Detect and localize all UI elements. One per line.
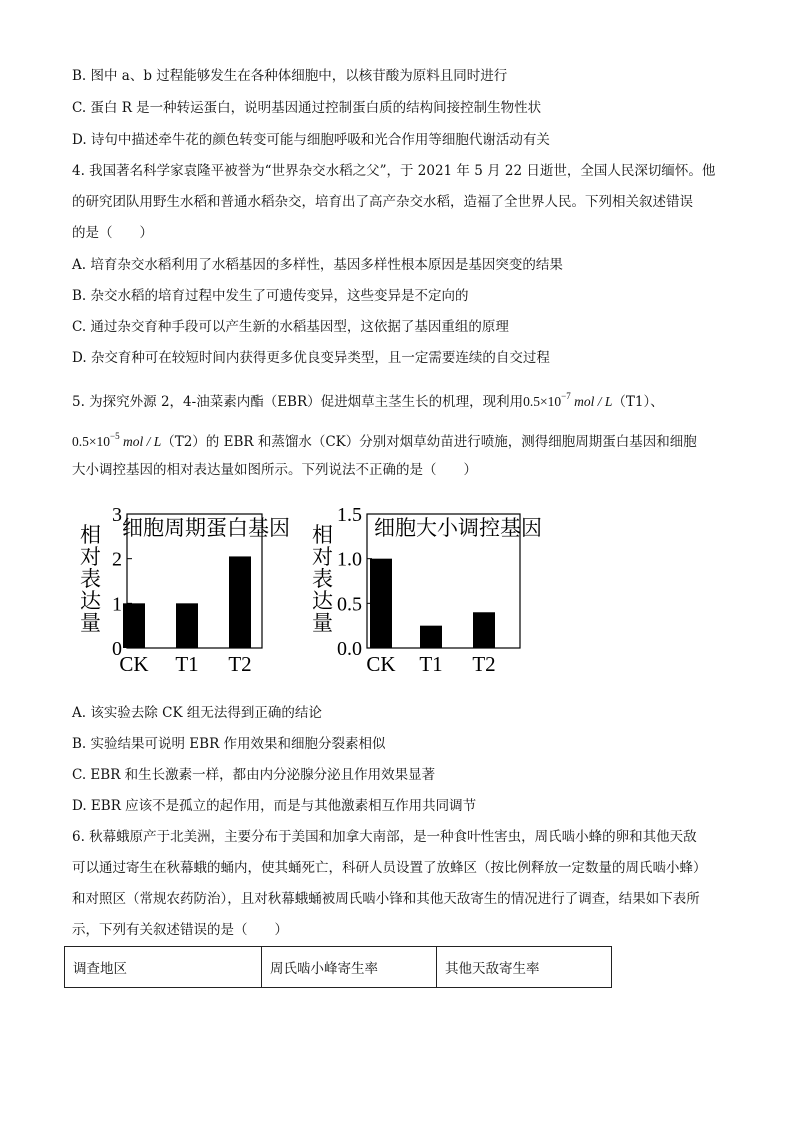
q5-stem-line-1	[72, 386, 664, 412]
chart-title: 细胞大小调控基因	[374, 516, 542, 540]
q5-concentration-2: $0.5\times 10^{-5}$ mol / L	[72, 431, 162, 449]
q5-stem-part-3: （T2）的 EBR 和蒸馏水（CK）分别对烟草幼苗进行喷施，测得细胞周期蛋白基因和细胞	[161, 434, 697, 450]
q5-option-b: B. 实验结果可说明 EBR 作用效果和细胞分裂素相似	[72, 736, 386, 752]
y-tick-label: 0.0	[337, 638, 362, 660]
header-parasitism-rate-other: 其他天敌寄生率	[437, 947, 612, 988]
q4-stem-line-2: 的研究团队用野生水稻和普通水稻杂交，培育出了高产杂交水稻，造福了全世界人民。下列相关叙述错误	[72, 194, 693, 210]
y-tick-label: 1.5	[337, 504, 362, 526]
bar-ck	[370, 559, 392, 648]
bar-t1	[176, 603, 198, 648]
y-tick-label: 1.0	[337, 548, 362, 571]
q4-stem-line-1: 4. 我国著名科学家袁隆平被誉为“世界杂交水稻之父”，于 2021 年 5 月 22 日逝世，全国人民深切缅怀。他	[72, 163, 716, 179]
x-tick-label: T1	[419, 652, 443, 676]
q4-option-b: B. 杂交水稻的培育过程中发生了可遗传变异，这些变异是不定向的	[72, 288, 469, 304]
q5-concentration-1: $0.5\times 10^{-7}$ mol / L	[523, 391, 613, 409]
bar-t1	[420, 626, 442, 648]
q6-stem-line-3: 和对照区（常规农药防治），且对秋幕蛾蛹被周氏啮小锋和其他天敌寄生的情况进行了调查，结果如下表所	[72, 891, 700, 907]
y-axis-label-char: 表	[312, 567, 333, 591]
y-axis-label-char: 表	[80, 567, 101, 591]
q5-stem-part-2: （T1）、	[612, 394, 664, 410]
x-tick-label: T1	[175, 652, 199, 676]
y-axis-label-char: 对	[312, 545, 333, 569]
y-axis-label-char: 对	[80, 545, 101, 569]
bar-t2	[473, 612, 495, 648]
y-axis-label-char: 量	[312, 611, 333, 635]
header-survey-area: 调查地区	[65, 947, 262, 988]
q5-stem-line-3: 大小调控基因的相对表达量如图所示。下列说法不正确的是（ ）	[72, 462, 477, 478]
y-tick-label: 0	[112, 638, 122, 660]
x-tick-label: CK	[366, 652, 396, 676]
q3-option-d: D. 诗句中描述牵牛花的颜色转变可能与细胞呼吸和光合作用等细胞代谢活动有关	[72, 132, 550, 148]
y-axis-label-char: 达	[312, 589, 333, 613]
q6-stem-line-2: 可以通过寄生在秋幕蛾的蛹内，使其蛹死亡，科研人员设置了放蜂区（按比例释放一定数量的周氏啮小蜂）	[72, 860, 707, 876]
x-tick-label: T2	[472, 652, 496, 676]
q5-option-c: C. EBR 和生长激素一样，都由内分泌腺分泌且作用效果显著	[72, 767, 436, 783]
q3-option-b: B. 图中 a、b 过程能够发生在各种体细胞中，以核苷酸为原料且同时进行	[72, 68, 508, 84]
x-tick-label: T2	[228, 652, 252, 676]
bar-ck	[123, 603, 145, 648]
y-axis-label-char: 量	[80, 611, 101, 635]
chart-cell-size-regulation-gene	[312, 504, 542, 676]
q6-stem-line-1: 6. 秋幕蛾原产于北美洲，主要分布于美国和加拿大南部，是一种食叶性害虫，周氏啮小蜂的卵和其他天敌	[72, 829, 697, 845]
x-tick-label: CK	[119, 652, 149, 676]
y-tick-label: 3	[112, 504, 122, 526]
q5-stem-line-2	[72, 426, 697, 452]
q5-option-d: D. EBR 应该不是孤立的起作用，而是与其他激素相互作用共同调节	[72, 798, 477, 814]
chart-cell-cycle-protein-gene	[80, 504, 290, 676]
chart-title: 细胞周期蛋白基因	[122, 516, 290, 540]
y-axis-label-char: 相	[80, 523, 101, 547]
y-axis-label-char: 达	[80, 589, 101, 613]
q3-option-c: C. 蛋白 R 是一种转运蛋白，说明基因通过控制蛋白质的结构间接控制生物性状	[72, 100, 542, 116]
q4-option-c: C. 通过杂交育种手段可以产生新的水稻基因型，这依据了基因重组的原理	[72, 319, 509, 335]
bar-t2	[229, 556, 251, 648]
y-tick-label: 2	[112, 548, 122, 571]
y-tick-label: 0.5	[337, 593, 362, 616]
q4-option-a: A. 培育杂交水稻利用了水稻基因的多样性，基因多样性根本原因是基因突变的结果	[72, 257, 563, 273]
q4-option-d: D. 杂交育种可在较短时间内获得更多优良变异类型，且一定需要连续的自交过程	[72, 350, 550, 366]
header-parasitism-rate-wasp: 周氏啮小峰寄生率	[262, 947, 437, 988]
y-tick-label: 1	[112, 593, 122, 616]
q4-stem-line-3: 的是（ ）	[72, 225, 153, 241]
table-header-row	[65, 947, 612, 988]
q5-option-a: A. 该实验去除 CK 组无法得到正确的结论	[72, 705, 322, 721]
y-axis-label-char: 相	[312, 523, 333, 547]
q6-survey-table	[64, 946, 612, 988]
q5-stem-part-1: 5. 为探究外源 2，4-油菜素内酯（EBR）促进烟草主茎生长的机理，现利用	[72, 394, 524, 410]
q5-figure	[72, 500, 542, 682]
q6-stem-line-4: 示，下列有关叙述错误的是（ ）	[72, 922, 288, 938]
